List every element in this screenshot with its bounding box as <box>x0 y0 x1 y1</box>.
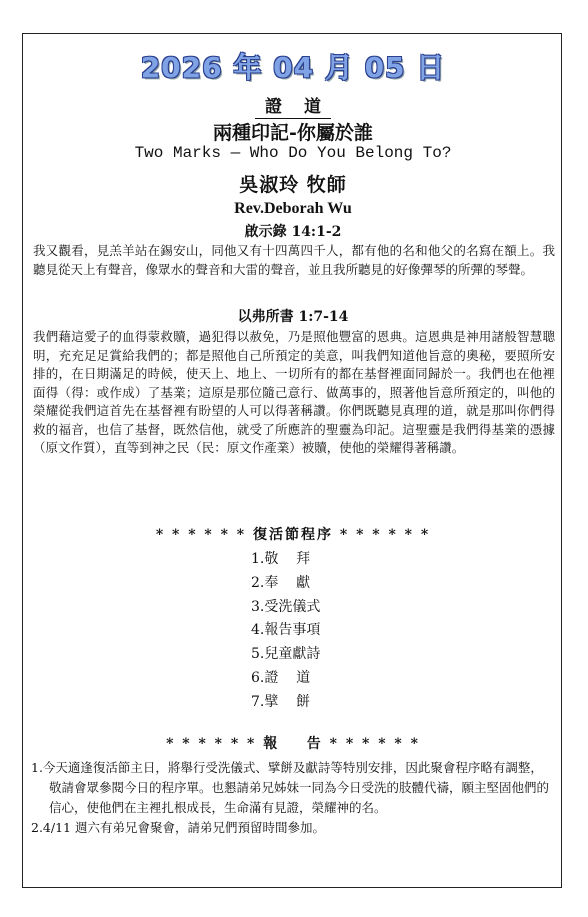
program-item: 5.兒童獻詩 <box>251 646 321 663</box>
program-title: * * * * * * 復活節程序 * * * * * * <box>155 527 431 543</box>
scripture-ref-1: 啟示錄 14:1-2 <box>244 224 342 240</box>
program-list <box>251 548 320 715</box>
sermon-title-en: Two Marks — Who Do You Belong To? <box>134 144 452 162</box>
program-item: 4.報告事項 <box>251 622 321 639</box>
report-item: 1.今天適逢復活節主日，將舉行受洗儀式、擘餅及獻詩等特別安排，因此聚會程序略有調整，敬請會眾參閱今日的程序單。也懇請弟兄姊妹一同為今日受洗的肢體代禱，願主堅固他們的信心，使他們在主裡扎根成長，生命滿有見證，榮耀神的名。 <box>31 760 550 815</box>
section-label <box>23 92 563 117</box>
scripture-text-1: 我又觀看，見羔羊站在錫安山，同他又有十四萬四千人，都有他的名和他父的名寫在額上。我聽見從天上有聲音，像眾水的聲音和大雷的聲音，並且我所聽見的好像彈琴的所彈的琴聲。 <box>33 243 555 277</box>
bulletin-page <box>22 33 562 888</box>
program-item: 1.敬 拜 <box>251 551 311 567</box>
scripture-ref-2: 以弗所書 1:7-14 <box>237 309 349 325</box>
speaker-name-en: Rev.Deborah Wu <box>234 200 352 217</box>
service-date: 2026 年 04 月 05 日 <box>140 51 446 84</box>
report-item: 2.4/11 週六有弟兄會聚會，請弟兄們預留時間參加。 <box>31 820 325 835</box>
program-item: 7.擘 餅 <box>251 693 311 710</box>
report-title: * * * * * * 報 告 * * * * * * <box>166 736 420 752</box>
report-list <box>31 758 555 838</box>
section-label-text: 證 道 <box>255 97 331 119</box>
program-item: 2.奉 獻 <box>251 574 311 591</box>
scripture-text-2: 我們藉這愛子的血得蒙救贖，過犯得以赦免，乃是照他豐富的恩典。這恩典是神用諸般智慧聰明，充充足足賞給我們的；都是照他自己所預定的美意，叫我們知道他旨意的奧秘，要照所安排的，在日期滿足的時候，使天上、地上、一切所有的都在基督裡面同歸於一。我們也在他裡面得（得：或作成）了基業；這原是那位隨己意行、做萬事的，照著他旨意所預定的，叫他的榮耀從我們這首先在基督裡有盼望的人可以得著稱讚。你們既聽見真理的道，就是那叫你們得救的福音，也信了基督，既然信他，就受了所應許的聖靈為印記。這聖靈是我們得基業的憑據（原文作質），直等到神之民（民：原文作產業）被贖，使他的榮耀得著稱讚。 <box>33 329 555 455</box>
program-item: 3.受洗儀式 <box>251 598 321 615</box>
speaker-name-cn: 吳淑玲 牧師 <box>239 174 347 196</box>
sermon-title-cn: 兩種印記-你屬於誰 <box>213 122 373 144</box>
program-item: 6.證 道 <box>251 669 311 686</box>
